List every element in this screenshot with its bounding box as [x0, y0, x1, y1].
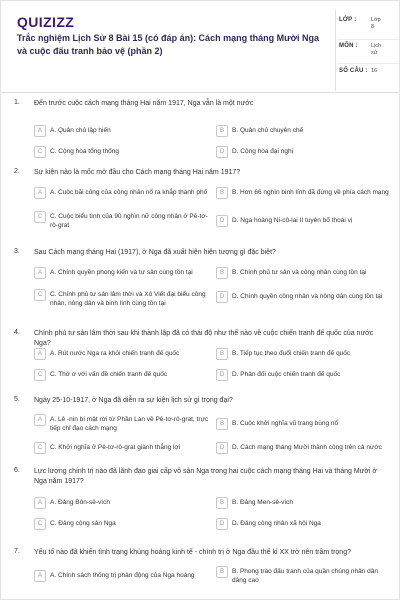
class-label: LỚP :	[339, 17, 357, 23]
option-text: B. Tiếp tục theo đuổi chiến tranh đế quốc	[232, 350, 351, 357]
option-text: D. Đảng công nhân xã hội Nga	[232, 520, 321, 527]
option-letter-box: D	[216, 291, 228, 303]
option-text: A. Cuộc bãi công của công nhân nổ ra khắp thành phố	[50, 189, 208, 196]
question-number: 3.	[14, 248, 20, 255]
meta-divider	[337, 39, 399, 40]
class-value: Lớp 8	[371, 17, 381, 30]
option-text: B. Quân chủ chuyên chế	[232, 127, 304, 134]
option-letter-box: B	[216, 267, 228, 279]
option-text: B. Phong trào đấu tranh của quần chúng nhân dân dâng cao	[232, 568, 379, 584]
question-number: 6.	[14, 467, 20, 474]
option-letter-box: A	[34, 125, 46, 137]
option-text: A. Chính sách thống trị phản động của Nga hoàng	[50, 572, 195, 579]
option-text: C. Cuộc biểu tình của 90 nghìn nữ công nhân ở Pê-tơ-rô-grat	[50, 213, 208, 229]
option-text: C. Chính phủ tư sản lâm thời và Xô Viết đại biểu công nhân, nông dân và binh lính cùng tồn tại	[50, 291, 206, 307]
question-text: Sau Cách mạng tháng Hai (1917), ở Nga đã xuất hiện hiện tượng gì đặc biệt?	[34, 249, 276, 256]
question-text: Sự kiện nào là mốc mở đầu cho Cách mạng tháng Hai năm 1917?	[34, 169, 241, 176]
count-value: 16	[371, 68, 378, 74]
option-text: B. Đảng Men-sê-vích	[232, 499, 294, 506]
option-letter-box: D	[216, 215, 228, 227]
option-text: A. Rút nước Nga ra khỏi chiến tranh đế quốc	[50, 350, 180, 357]
question-number: 5.	[14, 396, 20, 403]
option-text: D. Chính quyền công nhân và nông dân cùng tồn tại	[232, 293, 383, 300]
option-text: C. Đảng cộng sản Nga	[50, 520, 116, 527]
option-letter-box: D	[216, 518, 228, 530]
question-text: Lực lượng chính trị nào đã lãnh đạo giai cấp vô sản Nga trong hai cuộc cách mạng tháng Hai và tháng Mười ở Nga năm 1917?	[34, 468, 378, 485]
option-letter-box: B	[216, 348, 228, 360]
quiz-title: Trắc nghiệm Lịch Sử 8 Bài 15 (có đáp án): Cách mạng tháng Mười Nga và cuộc đấu tranh bảo vệ (phần 2)	[17, 33, 319, 56]
option-letter-box: B	[216, 125, 228, 137]
question-number: 4.	[14, 329, 20, 336]
option-letter-box: C	[34, 369, 46, 381]
option-letter-box: B	[216, 187, 228, 199]
option-letter-box: C	[34, 211, 46, 223]
option-letter-box: D	[216, 146, 228, 158]
option-letter-box: A	[34, 414, 46, 426]
option-letter-box: A	[34, 267, 46, 279]
option-text: C. Khởi nghĩa ở Pê-tơ-rô-grat giành thắng lợi	[50, 444, 181, 451]
count-label: SỐ CÂU :	[339, 68, 368, 74]
option-text: B. Hơn 66 nghìn binh lính đã đứng về phía cách mạng	[232, 189, 389, 196]
option-text: A. Quân chủ lập hiến	[50, 127, 111, 134]
option-letter-box: A	[34, 187, 46, 199]
option-letter-box: C	[34, 518, 46, 530]
option-text: A. Lê -nin bí mật rời từ Phần Lan về Pê-tơ-rô-grat, trực tiếp chỉ đạo cách mạng	[50, 416, 209, 432]
option-letter-box: D	[216, 369, 228, 381]
option-letter-box: A	[34, 570, 46, 582]
question-number: 2.	[14, 168, 20, 175]
option-text: D. Cộng hòa đại nghị	[232, 148, 294, 155]
option-text: C. Cộng hòa tổng thống	[50, 148, 120, 155]
quizizz-logo: QUIZIZZ	[17, 14, 75, 30]
option-letter-box: C	[34, 146, 46, 158]
option-letter-box: B	[216, 497, 228, 509]
quiz-header	[1, 1, 399, 93]
question-number: 7.	[14, 548, 20, 555]
subject-label: MÔN :	[339, 43, 358, 49]
question-text: Ngày 25-10-1917, ở Nga đã diễn ra sự kiện lịch sử gì trọng đại?	[34, 397, 233, 404]
option-letter-box: B	[216, 566, 228, 578]
option-letter-box: A	[34, 497, 46, 509]
option-letter-box: B	[216, 418, 228, 430]
option-text: B. Chính phủ tư sản và công nhân cùng tồn tại	[232, 269, 367, 276]
option-text: D. Nga hoàng Ni-cô-lai II tuyên bố thoái vị	[232, 217, 353, 224]
option-text: D. Cách mạng tháng Mười thành công trên cả nước	[232, 444, 382, 451]
subject-value: Lịch sử	[371, 43, 382, 56]
option-letter-box: A	[34, 348, 46, 360]
option-text: A. Đảng Bôn-sê-vích	[50, 499, 110, 506]
option-text: A. Chính quyền phong kiến và tư sản cùng tồn tại	[50, 269, 193, 276]
meta-divider	[337, 63, 399, 64]
option-text: D. Phản đối cuộc chiến tranh đế quốc	[232, 371, 341, 378]
question-text: Chính phủ tư sản lâm thời sau khi thành lập đã có thái độ như thế nào về cuộc chiến tranh đế quốc của nước Nga?	[34, 330, 374, 347]
option-text: B. Cuộc khởi nghĩa vũ trang bùng nổ	[232, 420, 339, 427]
option-letter-box: C	[34, 289, 46, 301]
option-text: C. Thờ ơ với vấn đề chiến tranh đế quốc	[50, 371, 168, 378]
header-divider	[335, 9, 336, 91]
option-letter-box: D	[216, 442, 228, 454]
option-letter-box: C	[34, 442, 46, 454]
question-text: Đến trước cuộc cách mạng tháng Hai năm 1917, Nga vẫn là một nước	[34, 100, 254, 107]
question-text: Yếu tố nào đã khiến tình trạng khủng hoảng kinh tế - chính trị ở Nga đầu thế kỉ XX trở nên trầm trọng?	[34, 549, 351, 556]
question-number: 1.	[14, 99, 20, 106]
